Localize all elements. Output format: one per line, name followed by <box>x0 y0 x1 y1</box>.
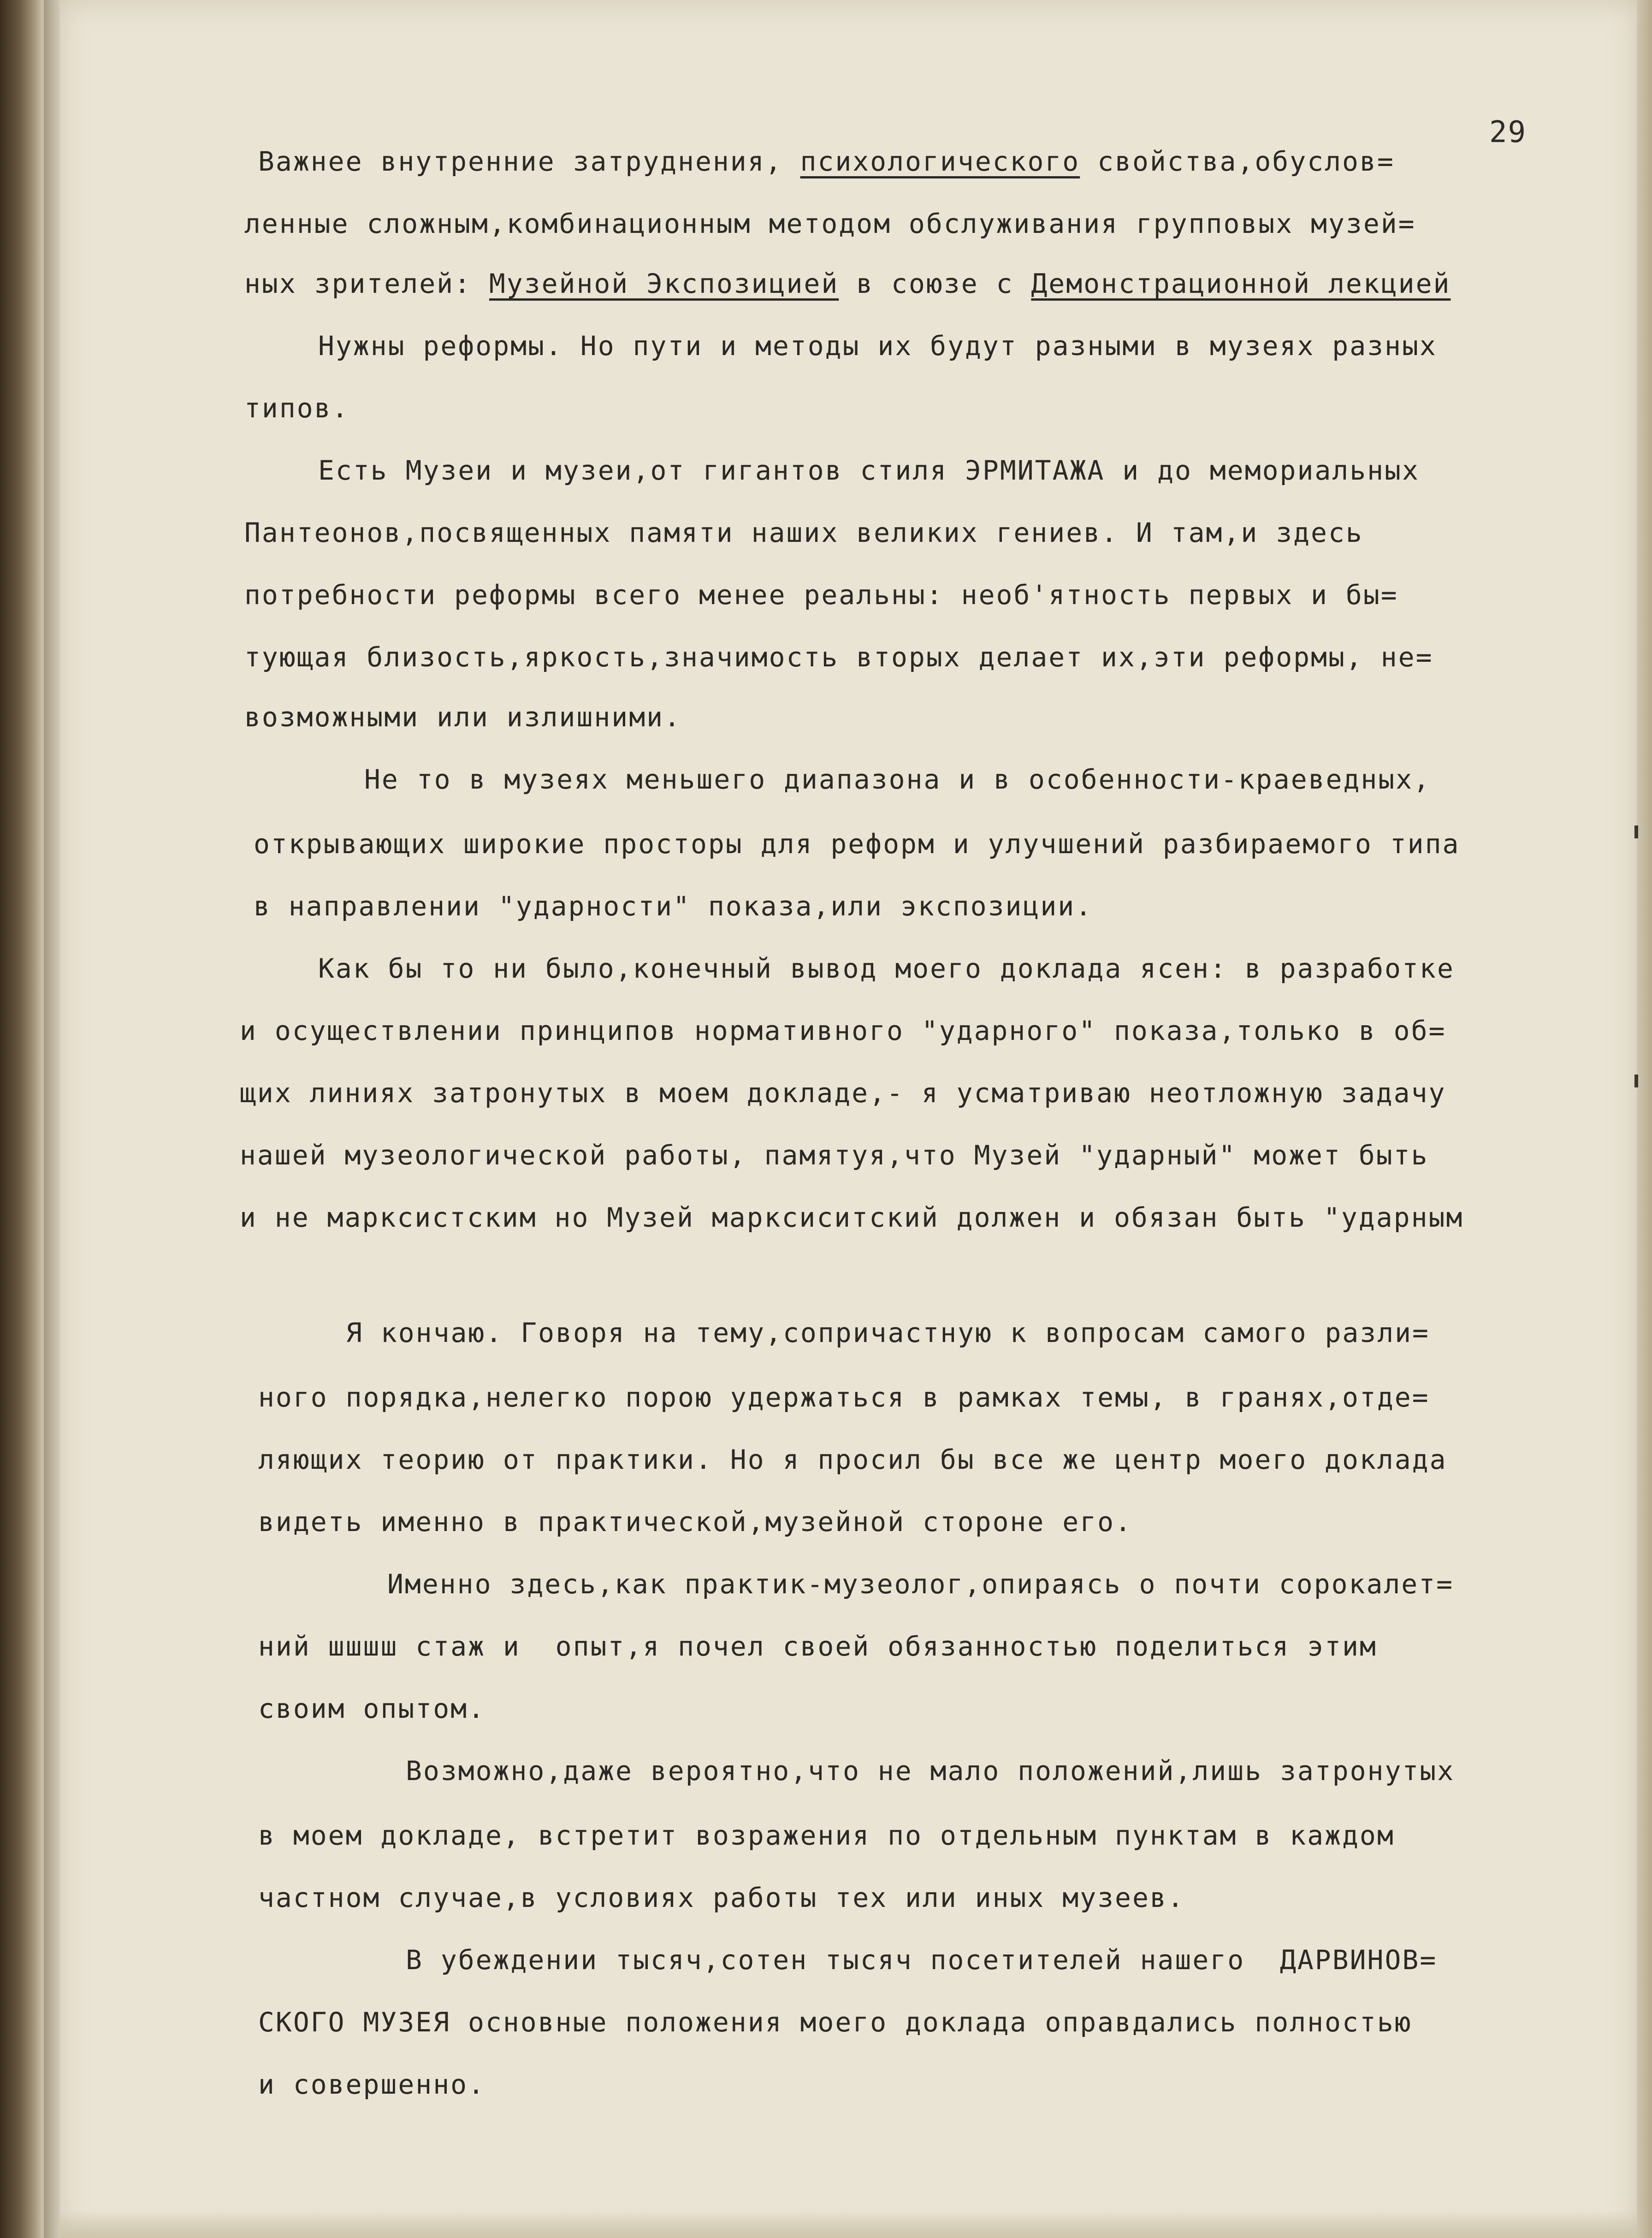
text-line: Пантеонов,посвященных памяти наших великих гениев. И там,и здесь <box>244 517 1363 548</box>
text-line: нашей музеологической работы, памятуя,что Музей "ударный" может быть <box>240 1140 1429 1171</box>
text-line: Не то в музеях меньшего диапазона и в особенности-краеведных, <box>364 764 1431 795</box>
page-number: 29 <box>1489 115 1527 149</box>
text-line: возможными или излишними. <box>244 701 681 733</box>
text-line: потребности реформы всего менее реальны: необ'ятность первых и бы= <box>244 579 1398 611</box>
binding-shadow <box>44 0 62 2238</box>
text-line: Именно здесь,как практик-музеолог,опираясь о почти сорокалет= <box>387 1568 1454 1600</box>
margin-tick-mark <box>1634 1074 1638 1087</box>
text-line: тующая близость,яркость,значимость вторых делает их,эти реформы, не= <box>244 641 1433 673</box>
text-line: типов. <box>244 392 349 424</box>
text-line: Важнее внутренние затруднения, психологического свойства,обуслов= <box>258 146 1395 177</box>
text-line: видеть именно в практической,музейной стороне его. <box>258 1506 1132 1538</box>
text-line: ляющих теорию от практики. Но я просил бы все же центр моего доклада <box>258 1444 1447 1475</box>
text-line: ленные сложным,комбинационным методом обслуживания групповых музей= <box>244 208 1416 239</box>
text-line: В убеждении тысяч,сотен тысяч посетителей нашего ДАРВИНОВ= <box>406 1944 1438 1976</box>
text-line: ний шшшш стаж и опыт,я почел своей обязанностью поделиться этим <box>258 1631 1377 1662</box>
text-line: своим опытом. <box>258 1693 486 1724</box>
text-line: ного порядка,нелегко порою удержаться в рамках темы, в гранях,отде= <box>258 1382 1430 1413</box>
page-right-edge <box>1637 0 1652 2238</box>
text-line: в моем докладе, встретит возражения по отдельным пунктам в каждом <box>258 1820 1395 1851</box>
typewritten-text <box>240 143 1632 2100</box>
text-line: открывающих широкие просторы для реформ и улучшений разбираемого типа <box>254 828 1460 860</box>
text-line: ных зрителей: Музейной Экспозицией в союзе с Демонстрационной лекцией <box>244 268 1451 299</box>
text-line: и не марксистским но Музей марксиситский должен и обязан быть "ударным <box>240 1202 1464 1233</box>
text-line: частном случае,в условиях работы тех или иных музеев. <box>258 1882 1185 1913</box>
text-line: СКОГО МУЗЕЯ основные положения моего доклада оправдались полностью <box>258 2006 1412 2038</box>
margin-tick-mark <box>1634 825 1638 838</box>
binding-edge <box>0 0 44 2238</box>
text-line: Нужны реформы. Но пути и методы их будут разными в музеях разных <box>318 330 1437 362</box>
text-line: Возможно,даже вероятно,что не мало положений,лишь затронутых <box>406 1755 1455 1787</box>
text-line: и осуществлении принципов нормативного "ударного" показа,только в об= <box>240 1015 1446 1046</box>
text-line: щих линиях затронутых в моем докладе,- я усматриваю неотложную задачу <box>240 1077 1446 1109</box>
text-line: Я кончаю. Говоря на тему,сопричастную к вопросам самого разли= <box>346 1317 1430 1348</box>
text-line: Как бы то ни было,конечный вывод моего доклада ясен: в разработке <box>318 953 1455 984</box>
struck-out-text: шшшш <box>328 1631 398 1662</box>
text-line: и совершенно. <box>258 2069 486 2100</box>
page-bottom-edge <box>60 2210 1637 2238</box>
text-line: в направлении "ударности" показа,или экспозиции. <box>254 890 1093 922</box>
text-line: Есть Музеи и музеи,от гигантов стиля ЭРМИТАЖА и до мемориальных <box>318 455 1420 486</box>
